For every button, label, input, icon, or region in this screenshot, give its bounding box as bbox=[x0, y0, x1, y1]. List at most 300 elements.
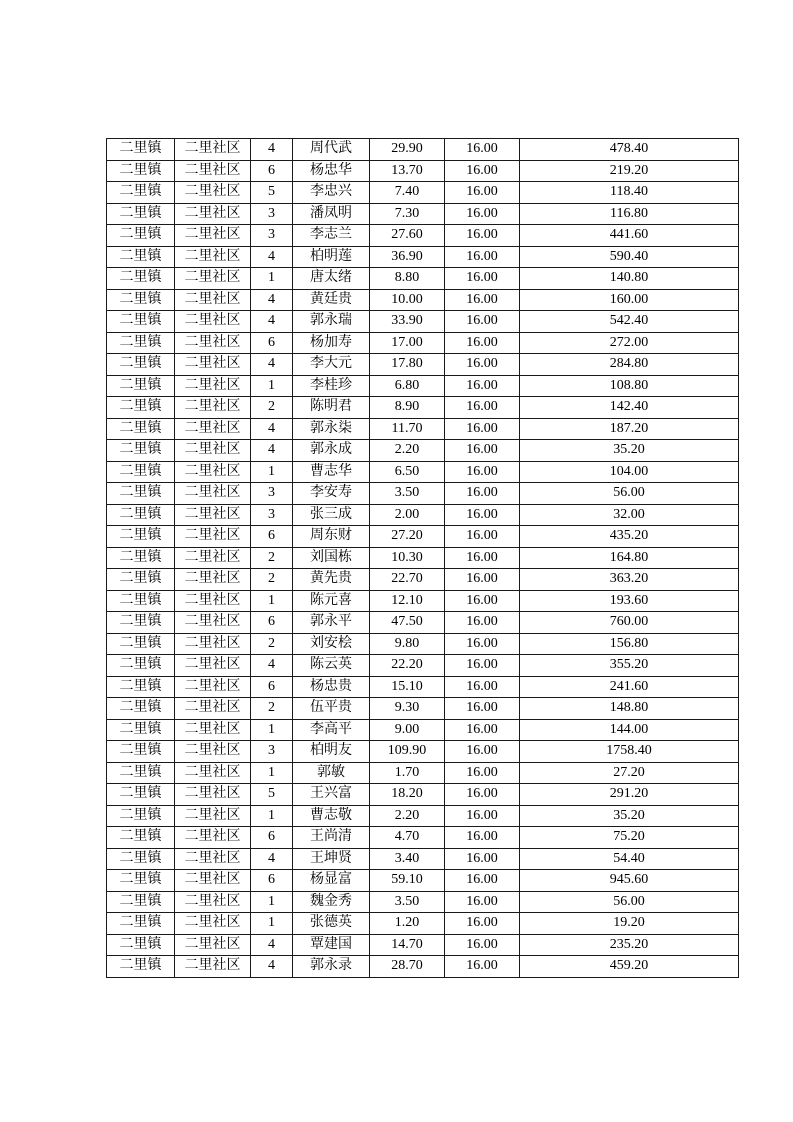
table-row bbox=[107, 913, 739, 935]
cell-community: 二里社区 bbox=[175, 182, 251, 204]
table-row bbox=[107, 354, 739, 376]
cell-unit-price: 16.00 bbox=[445, 805, 520, 827]
cell-household-count: 6 bbox=[251, 332, 293, 354]
cell-quantity: 1.70 bbox=[370, 762, 445, 784]
cell-name: 陈元喜 bbox=[293, 590, 370, 612]
cell-town: 二里镇 bbox=[107, 160, 175, 182]
cell-amount: 542.40 bbox=[520, 311, 739, 333]
cell-unit-price: 16.00 bbox=[445, 913, 520, 935]
cell-unit-price: 16.00 bbox=[445, 891, 520, 913]
cell-name: 李志兰 bbox=[293, 225, 370, 247]
table-row bbox=[107, 289, 739, 311]
cell-amount: 140.80 bbox=[520, 268, 739, 290]
cell-unit-price: 16.00 bbox=[445, 225, 520, 247]
cell-community: 二里社区 bbox=[175, 719, 251, 741]
cell-unit-price: 16.00 bbox=[445, 483, 520, 505]
cell-amount: 355.20 bbox=[520, 655, 739, 677]
cell-household-count: 4 bbox=[251, 956, 293, 978]
cell-household-count: 4 bbox=[251, 354, 293, 376]
cell-community: 二里社区 bbox=[175, 891, 251, 913]
cell-community: 二里社区 bbox=[175, 246, 251, 268]
cell-name: 李忠兴 bbox=[293, 182, 370, 204]
cell-quantity: 59.10 bbox=[370, 870, 445, 892]
cell-unit-price: 16.00 bbox=[445, 676, 520, 698]
cell-name: 郭永成 bbox=[293, 440, 370, 462]
cell-household-count: 4 bbox=[251, 246, 293, 268]
cell-town: 二里镇 bbox=[107, 182, 175, 204]
cell-quantity: 3.50 bbox=[370, 891, 445, 913]
cell-unit-price: 16.00 bbox=[445, 698, 520, 720]
cell-name: 杨加寿 bbox=[293, 332, 370, 354]
cell-community: 二里社区 bbox=[175, 805, 251, 827]
cell-unit-price: 16.00 bbox=[445, 762, 520, 784]
cell-town: 二里镇 bbox=[107, 268, 175, 290]
cell-quantity: 47.50 bbox=[370, 612, 445, 634]
cell-amount: 441.60 bbox=[520, 225, 739, 247]
cell-quantity: 17.00 bbox=[370, 332, 445, 354]
cell-quantity: 27.60 bbox=[370, 225, 445, 247]
cell-unit-price: 16.00 bbox=[445, 633, 520, 655]
cell-household-count: 1 bbox=[251, 375, 293, 397]
cell-community: 二里社区 bbox=[175, 612, 251, 634]
cell-town: 二里镇 bbox=[107, 418, 175, 440]
cell-unit-price: 16.00 bbox=[445, 547, 520, 569]
cell-name: 陈明君 bbox=[293, 397, 370, 419]
table-row bbox=[107, 827, 739, 849]
cell-quantity: 3.50 bbox=[370, 483, 445, 505]
table-row bbox=[107, 547, 739, 569]
cell-town: 二里镇 bbox=[107, 203, 175, 225]
cell-amount: 459.20 bbox=[520, 956, 739, 978]
cell-community: 二里社区 bbox=[175, 526, 251, 548]
cell-community: 二里社区 bbox=[175, 504, 251, 526]
cell-town: 二里镇 bbox=[107, 934, 175, 956]
cell-name: 黄廷贵 bbox=[293, 289, 370, 311]
cell-household-count: 4 bbox=[251, 655, 293, 677]
cell-household-count: 1 bbox=[251, 805, 293, 827]
cell-household-count: 4 bbox=[251, 289, 293, 311]
cell-name: 郭永平 bbox=[293, 612, 370, 634]
cell-unit-price: 16.00 bbox=[445, 397, 520, 419]
cell-town: 二里镇 bbox=[107, 590, 175, 612]
cell-name: 张德英 bbox=[293, 913, 370, 935]
cell-community: 二里社区 bbox=[175, 956, 251, 978]
cell-quantity: 11.70 bbox=[370, 418, 445, 440]
cell-town: 二里镇 bbox=[107, 891, 175, 913]
cell-town: 二里镇 bbox=[107, 827, 175, 849]
table-row bbox=[107, 225, 739, 247]
cell-quantity: 8.90 bbox=[370, 397, 445, 419]
cell-amount: 35.20 bbox=[520, 805, 739, 827]
table-row bbox=[107, 870, 739, 892]
cell-quantity: 10.30 bbox=[370, 547, 445, 569]
cell-town: 二里镇 bbox=[107, 612, 175, 634]
cell-town: 二里镇 bbox=[107, 311, 175, 333]
cell-town: 二里镇 bbox=[107, 547, 175, 569]
cell-quantity: 2.00 bbox=[370, 504, 445, 526]
cell-community: 二里社区 bbox=[175, 870, 251, 892]
cell-quantity: 22.70 bbox=[370, 569, 445, 591]
table-row bbox=[107, 311, 739, 333]
cell-amount: 193.60 bbox=[520, 590, 739, 612]
cell-name: 王坤贤 bbox=[293, 848, 370, 870]
table-row bbox=[107, 203, 739, 225]
cell-quantity: 1.20 bbox=[370, 913, 445, 935]
cell-unit-price: 16.00 bbox=[445, 440, 520, 462]
cell-unit-price: 16.00 bbox=[445, 139, 520, 161]
cell-unit-price: 16.00 bbox=[445, 870, 520, 892]
cell-unit-price: 16.00 bbox=[445, 590, 520, 612]
cell-amount: 284.80 bbox=[520, 354, 739, 376]
table-row bbox=[107, 375, 739, 397]
cell-amount: 478.40 bbox=[520, 139, 739, 161]
cell-unit-price: 16.00 bbox=[445, 848, 520, 870]
cell-unit-price: 16.00 bbox=[445, 827, 520, 849]
cell-town: 二里镇 bbox=[107, 655, 175, 677]
cell-amount: 219.20 bbox=[520, 160, 739, 182]
cell-household-count: 6 bbox=[251, 870, 293, 892]
cell-community: 二里社区 bbox=[175, 934, 251, 956]
cell-community: 二里社区 bbox=[175, 440, 251, 462]
cell-unit-price: 16.00 bbox=[445, 719, 520, 741]
cell-amount: 241.60 bbox=[520, 676, 739, 698]
cell-household-count: 2 bbox=[251, 547, 293, 569]
cell-name: 周东财 bbox=[293, 526, 370, 548]
cell-household-count: 6 bbox=[251, 160, 293, 182]
cell-amount: 272.00 bbox=[520, 332, 739, 354]
cell-unit-price: 16.00 bbox=[445, 504, 520, 526]
cell-unit-price: 16.00 bbox=[445, 203, 520, 225]
table-row bbox=[107, 891, 739, 913]
cell-amount: 144.00 bbox=[520, 719, 739, 741]
cell-quantity: 109.90 bbox=[370, 741, 445, 763]
cell-quantity: 13.70 bbox=[370, 160, 445, 182]
cell-name: 王兴富 bbox=[293, 784, 370, 806]
cell-unit-price: 16.00 bbox=[445, 784, 520, 806]
cell-quantity: 27.20 bbox=[370, 526, 445, 548]
cell-amount: 27.20 bbox=[520, 762, 739, 784]
table-row bbox=[107, 139, 739, 161]
table-row bbox=[107, 418, 739, 440]
table-row bbox=[107, 182, 739, 204]
cell-name: 刘国栋 bbox=[293, 547, 370, 569]
table-row bbox=[107, 590, 739, 612]
table-row bbox=[107, 246, 739, 268]
cell-name: 李高平 bbox=[293, 719, 370, 741]
cell-name: 杨忠华 bbox=[293, 160, 370, 182]
cell-household-count: 1 bbox=[251, 891, 293, 913]
cell-town: 二里镇 bbox=[107, 913, 175, 935]
cell-name: 唐太绪 bbox=[293, 268, 370, 290]
cell-amount: 35.20 bbox=[520, 440, 739, 462]
cell-household-count: 3 bbox=[251, 483, 293, 505]
cell-amount: 54.40 bbox=[520, 848, 739, 870]
table-row bbox=[107, 741, 739, 763]
cell-quantity: 29.90 bbox=[370, 139, 445, 161]
cell-name: 柏明友 bbox=[293, 741, 370, 763]
cell-name: 郭永柒 bbox=[293, 418, 370, 440]
cell-amount: 291.20 bbox=[520, 784, 739, 806]
cell-town: 二里镇 bbox=[107, 440, 175, 462]
cell-amount: 760.00 bbox=[520, 612, 739, 634]
table-row bbox=[107, 268, 739, 290]
cell-quantity: 15.10 bbox=[370, 676, 445, 698]
cell-unit-price: 16.00 bbox=[445, 934, 520, 956]
cell-quantity: 3.40 bbox=[370, 848, 445, 870]
cell-name: 郭永瑞 bbox=[293, 311, 370, 333]
cell-household-count: 2 bbox=[251, 698, 293, 720]
cell-amount: 235.20 bbox=[520, 934, 739, 956]
cell-quantity: 4.70 bbox=[370, 827, 445, 849]
cell-community: 二里社区 bbox=[175, 741, 251, 763]
cell-household-count: 1 bbox=[251, 913, 293, 935]
cell-quantity: 2.20 bbox=[370, 440, 445, 462]
cell-household-count: 4 bbox=[251, 440, 293, 462]
cell-quantity: 6.80 bbox=[370, 375, 445, 397]
cell-amount: 104.00 bbox=[520, 461, 739, 483]
table-row bbox=[107, 848, 739, 870]
cell-amount: 590.40 bbox=[520, 246, 739, 268]
cell-household-count: 4 bbox=[251, 418, 293, 440]
cell-name: 李大元 bbox=[293, 354, 370, 376]
cell-community: 二里社区 bbox=[175, 569, 251, 591]
cell-unit-price: 16.00 bbox=[445, 569, 520, 591]
cell-quantity: 28.70 bbox=[370, 956, 445, 978]
cell-amount: 160.00 bbox=[520, 289, 739, 311]
cell-community: 二里社区 bbox=[175, 418, 251, 440]
cell-name: 杨忠贵 bbox=[293, 676, 370, 698]
cell-amount: 56.00 bbox=[520, 891, 739, 913]
cell-town: 二里镇 bbox=[107, 676, 175, 698]
cell-amount: 118.40 bbox=[520, 182, 739, 204]
cell-household-count: 4 bbox=[251, 139, 293, 161]
cell-quantity: 2.20 bbox=[370, 805, 445, 827]
table-row bbox=[107, 440, 739, 462]
cell-town: 二里镇 bbox=[107, 784, 175, 806]
cell-community: 二里社区 bbox=[175, 483, 251, 505]
cell-quantity: 9.30 bbox=[370, 698, 445, 720]
table-row bbox=[107, 719, 739, 741]
cell-household-count: 1 bbox=[251, 461, 293, 483]
cell-household-count: 6 bbox=[251, 827, 293, 849]
table-row bbox=[107, 397, 739, 419]
cell-household-count: 4 bbox=[251, 848, 293, 870]
cell-amount: 435.20 bbox=[520, 526, 739, 548]
cell-amount: 164.80 bbox=[520, 547, 739, 569]
cell-community: 二里社区 bbox=[175, 332, 251, 354]
cell-community: 二里社区 bbox=[175, 827, 251, 849]
cell-town: 二里镇 bbox=[107, 397, 175, 419]
cell-household-count: 1 bbox=[251, 590, 293, 612]
cell-quantity: 33.90 bbox=[370, 311, 445, 333]
cell-name: 魏金秀 bbox=[293, 891, 370, 913]
cell-unit-price: 16.00 bbox=[445, 160, 520, 182]
cell-unit-price: 16.00 bbox=[445, 418, 520, 440]
cell-community: 二里社区 bbox=[175, 655, 251, 677]
cell-community: 二里社区 bbox=[175, 913, 251, 935]
cell-name: 柏明莲 bbox=[293, 246, 370, 268]
cell-community: 二里社区 bbox=[175, 354, 251, 376]
table-row bbox=[107, 784, 739, 806]
cell-community: 二里社区 bbox=[175, 268, 251, 290]
cell-town: 二里镇 bbox=[107, 289, 175, 311]
cell-town: 二里镇 bbox=[107, 526, 175, 548]
cell-town: 二里镇 bbox=[107, 139, 175, 161]
cell-community: 二里社区 bbox=[175, 762, 251, 784]
cell-town: 二里镇 bbox=[107, 870, 175, 892]
cell-town: 二里镇 bbox=[107, 741, 175, 763]
cell-name: 杨显富 bbox=[293, 870, 370, 892]
cell-quantity: 22.20 bbox=[370, 655, 445, 677]
cell-unit-price: 16.00 bbox=[445, 354, 520, 376]
cell-town: 二里镇 bbox=[107, 461, 175, 483]
cell-unit-price: 16.00 bbox=[445, 311, 520, 333]
cell-name: 潘凤明 bbox=[293, 203, 370, 225]
cell-household-count: 6 bbox=[251, 612, 293, 634]
cell-community: 二里社区 bbox=[175, 590, 251, 612]
cell-household-count: 3 bbox=[251, 504, 293, 526]
cell-quantity: 9.80 bbox=[370, 633, 445, 655]
table-row bbox=[107, 655, 739, 677]
cell-town: 二里镇 bbox=[107, 848, 175, 870]
cell-household-count: 1 bbox=[251, 268, 293, 290]
cell-household-count: 4 bbox=[251, 311, 293, 333]
cell-community: 二里社区 bbox=[175, 547, 251, 569]
cell-quantity: 9.00 bbox=[370, 719, 445, 741]
table-row bbox=[107, 461, 739, 483]
cell-household-count: 5 bbox=[251, 182, 293, 204]
cell-town: 二里镇 bbox=[107, 246, 175, 268]
cell-amount: 148.80 bbox=[520, 698, 739, 720]
cell-town: 二里镇 bbox=[107, 805, 175, 827]
cell-community: 二里社区 bbox=[175, 311, 251, 333]
cell-name: 覃建国 bbox=[293, 934, 370, 956]
cell-community: 二里社区 bbox=[175, 203, 251, 225]
cell-amount: 156.80 bbox=[520, 633, 739, 655]
cell-name: 刘安桧 bbox=[293, 633, 370, 655]
cell-household-count: 3 bbox=[251, 203, 293, 225]
cell-name: 李安寿 bbox=[293, 483, 370, 505]
cell-quantity: 8.80 bbox=[370, 268, 445, 290]
cell-unit-price: 16.00 bbox=[445, 461, 520, 483]
cell-unit-price: 16.00 bbox=[445, 289, 520, 311]
table-row bbox=[107, 633, 739, 655]
cell-name: 王尚清 bbox=[293, 827, 370, 849]
cell-unit-price: 16.00 bbox=[445, 375, 520, 397]
table-row bbox=[107, 934, 739, 956]
cell-amount: 363.20 bbox=[520, 569, 739, 591]
cell-quantity: 6.50 bbox=[370, 461, 445, 483]
table-row bbox=[107, 956, 739, 978]
cell-household-count: 3 bbox=[251, 225, 293, 247]
cell-town: 二里镇 bbox=[107, 569, 175, 591]
cell-community: 二里社区 bbox=[175, 225, 251, 247]
cell-community: 二里社区 bbox=[175, 397, 251, 419]
cell-household-count: 4 bbox=[251, 934, 293, 956]
cell-community: 二里社区 bbox=[175, 633, 251, 655]
cell-town: 二里镇 bbox=[107, 956, 175, 978]
cell-name: 郭敏 bbox=[293, 762, 370, 784]
cell-unit-price: 16.00 bbox=[445, 612, 520, 634]
subsidy-table bbox=[106, 138, 739, 978]
table-row bbox=[107, 762, 739, 784]
cell-community: 二里社区 bbox=[175, 139, 251, 161]
table-row bbox=[107, 698, 739, 720]
cell-community: 二里社区 bbox=[175, 676, 251, 698]
cell-name: 周代武 bbox=[293, 139, 370, 161]
cell-community: 二里社区 bbox=[175, 375, 251, 397]
cell-unit-price: 16.00 bbox=[445, 741, 520, 763]
cell-community: 二里社区 bbox=[175, 289, 251, 311]
table-row bbox=[107, 612, 739, 634]
cell-town: 二里镇 bbox=[107, 483, 175, 505]
cell-name: 李桂珍 bbox=[293, 375, 370, 397]
cell-community: 二里社区 bbox=[175, 461, 251, 483]
cell-name: 曹志华 bbox=[293, 461, 370, 483]
table-row bbox=[107, 332, 739, 354]
cell-household-count: 5 bbox=[251, 784, 293, 806]
cell-amount: 75.20 bbox=[520, 827, 739, 849]
cell-amount: 32.00 bbox=[520, 504, 739, 526]
cell-community: 二里社区 bbox=[175, 848, 251, 870]
cell-community: 二里社区 bbox=[175, 784, 251, 806]
cell-household-count: 1 bbox=[251, 762, 293, 784]
table-row bbox=[107, 676, 739, 698]
cell-household-count: 1 bbox=[251, 719, 293, 741]
cell-quantity: 10.00 bbox=[370, 289, 445, 311]
cell-name: 陈云英 bbox=[293, 655, 370, 677]
cell-town: 二里镇 bbox=[107, 354, 175, 376]
cell-quantity: 12.10 bbox=[370, 590, 445, 612]
cell-name: 黄先贵 bbox=[293, 569, 370, 591]
cell-quantity: 18.20 bbox=[370, 784, 445, 806]
cell-amount: 19.20 bbox=[520, 913, 739, 935]
cell-town: 二里镇 bbox=[107, 504, 175, 526]
cell-amount: 116.80 bbox=[520, 203, 739, 225]
cell-household-count: 6 bbox=[251, 676, 293, 698]
cell-town: 二里镇 bbox=[107, 719, 175, 741]
cell-household-count: 6 bbox=[251, 526, 293, 548]
cell-unit-price: 16.00 bbox=[445, 182, 520, 204]
table-row bbox=[107, 504, 739, 526]
cell-unit-price: 16.00 bbox=[445, 246, 520, 268]
cell-amount: 945.60 bbox=[520, 870, 739, 892]
table-row bbox=[107, 526, 739, 548]
cell-name: 郭永录 bbox=[293, 956, 370, 978]
cell-quantity: 36.90 bbox=[370, 246, 445, 268]
cell-amount: 142.40 bbox=[520, 397, 739, 419]
cell-unit-price: 16.00 bbox=[445, 268, 520, 290]
cell-name: 伍平贵 bbox=[293, 698, 370, 720]
cell-town: 二里镇 bbox=[107, 762, 175, 784]
cell-quantity: 7.40 bbox=[370, 182, 445, 204]
cell-town: 二里镇 bbox=[107, 375, 175, 397]
cell-community: 二里社区 bbox=[175, 160, 251, 182]
cell-amount: 108.80 bbox=[520, 375, 739, 397]
table-row bbox=[107, 483, 739, 505]
cell-household-count: 3 bbox=[251, 741, 293, 763]
cell-amount: 56.00 bbox=[520, 483, 739, 505]
cell-household-count: 2 bbox=[251, 633, 293, 655]
table-body bbox=[107, 139, 739, 978]
cell-unit-price: 16.00 bbox=[445, 526, 520, 548]
cell-town: 二里镇 bbox=[107, 225, 175, 247]
cell-unit-price: 16.00 bbox=[445, 956, 520, 978]
cell-name: 张三成 bbox=[293, 504, 370, 526]
cell-quantity: 17.80 bbox=[370, 354, 445, 376]
table-row bbox=[107, 805, 739, 827]
cell-town: 二里镇 bbox=[107, 698, 175, 720]
